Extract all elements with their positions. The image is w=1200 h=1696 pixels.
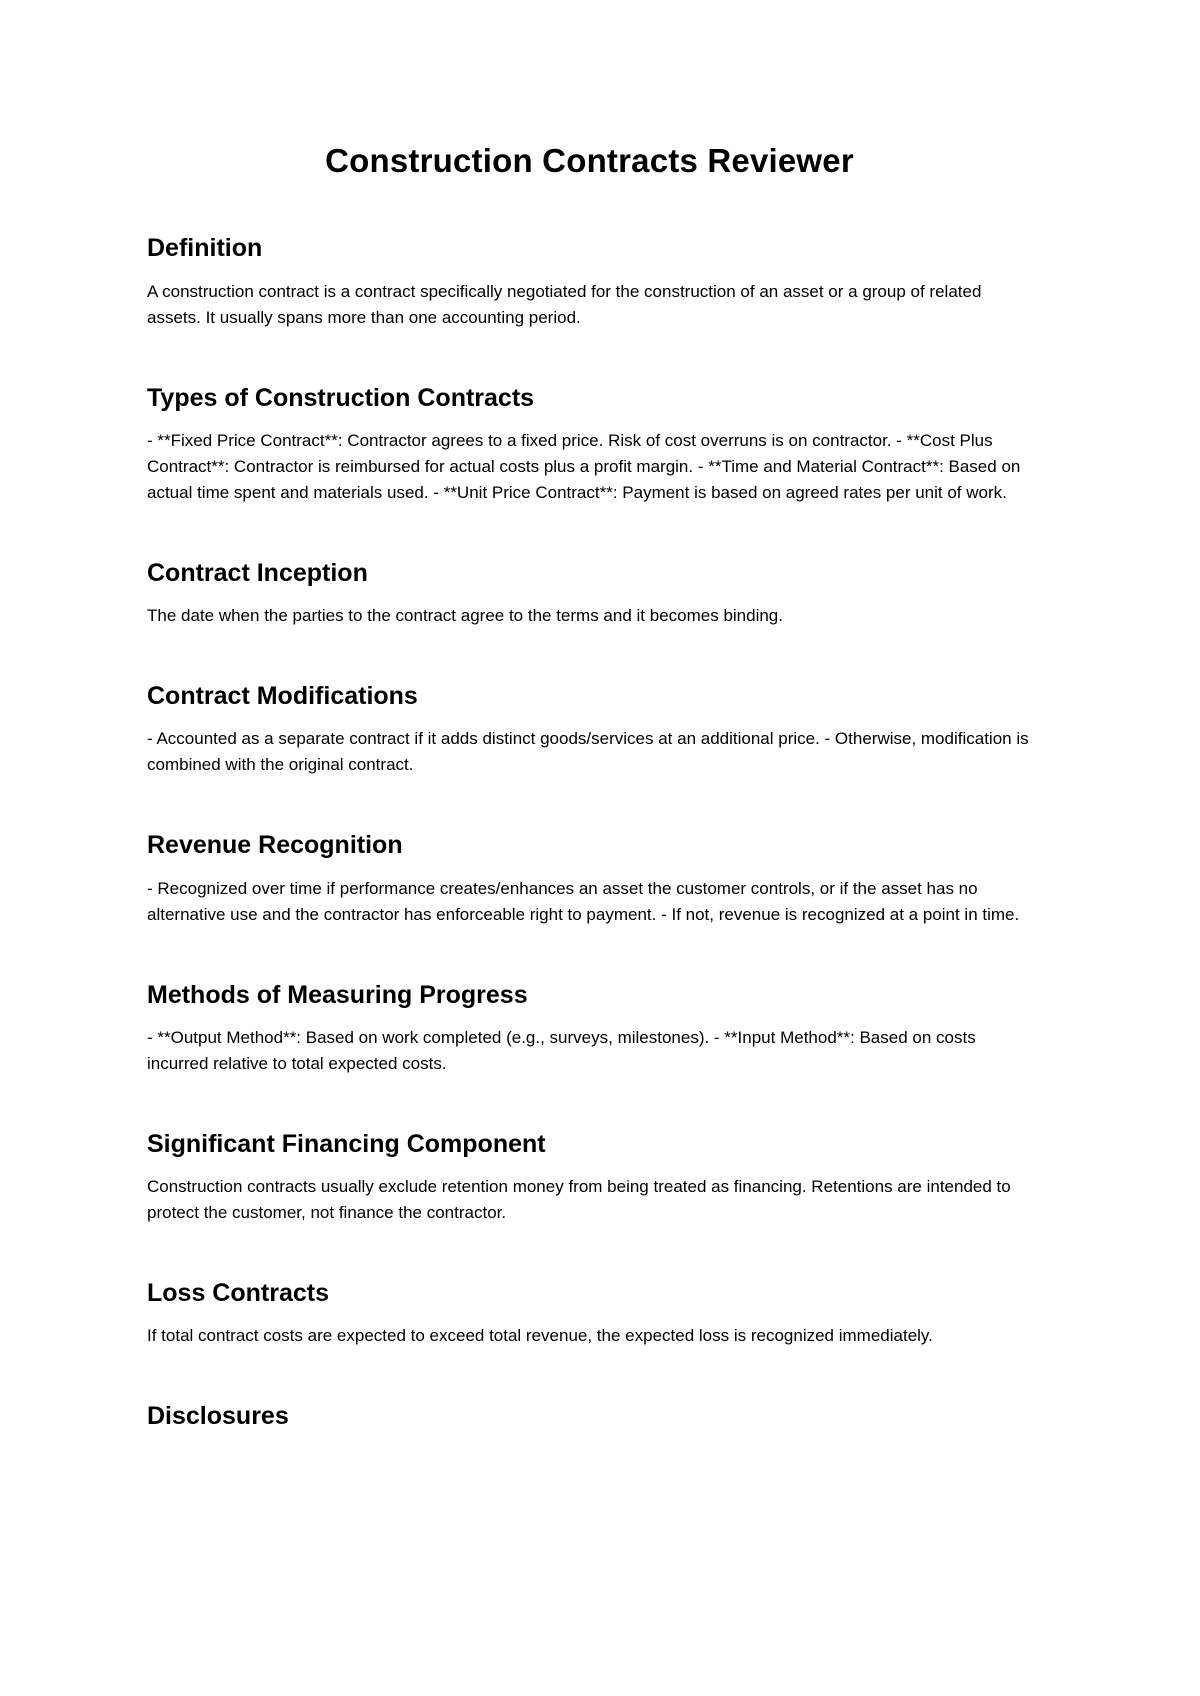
section-body: - Recognized over time if performance creates/enhances an asset the customer controls, or if the asset has no alternative use and the contractor has enforceable right to payment. - If not, revenue is recognized at a point in time. [147,878,1020,924]
section-body: If total contract costs are expected to exceed total revenue, the expected loss is recognized immediately. [147,1326,933,1346]
section-body: Construction contracts usually exclude retention money from being treated as financing. Retentions are intended to protect the customer, not finance the contractor. [147,1177,1011,1222]
document-title: Construction Contracts Reviewer [325,142,854,179]
section-disclosures [147,1401,1032,1432]
section-heading: Methods of Measuring Progress [147,980,528,1009]
section-types-of-construction-contracts [147,383,1032,506]
section-definition [147,233,1032,330]
section-heading: Contract Inception [147,558,368,587]
section-heading: Revenue Recognition [147,831,403,860]
section-heading: Definition [147,234,263,263]
section-contract-inception [147,558,1032,629]
section-heading: Significant Financing Component [147,1129,546,1158]
section-significant-financing-component [147,1129,1032,1226]
section-body: The date when the parties to the contract agree to the terms and it becomes binding. [147,606,783,625]
section-body: - Accounted as a separate contract if it adds distinct goods/services at an additional price. - Otherwise, modification is combined with the original contract. [147,729,1029,775]
section-heading: Loss Contracts [147,1279,329,1307]
section-loss-contracts [147,1278,1032,1349]
section-heading: Types of Construction Contracts [147,383,535,412]
section-body: - **Fixed Price Contract**: Contractor agrees to a fixed price. Risk of cost overruns is on contractor. - **Cost Plus Contract**: Contractor is reimbursed for actual costs plus a profit margin. - **Time and Material Contract**: Based on actual time spent and materials used. - **Unit Price Contract**: Payment is based on agreed rates per unit of work. [147,430,1021,502]
section-body: - **Output Method**: Based on work completed (e.g., surveys, milestones). - **Input Method**: Based on costs incurred relative to total expected costs. [147,1027,976,1073]
section-heading: Contract Modifications [147,682,418,710]
section-revenue-recognition [147,830,1032,927]
section-body: A construction contract is a contract specifically negotiated for the construction of an asset or a group of related assets. It usually spans more than one accounting period. [147,281,982,327]
section-methods-of-measuring-progress [147,980,1032,1077]
section-heading: Disclosures [147,1402,289,1431]
section-contract-modifications [147,681,1032,778]
